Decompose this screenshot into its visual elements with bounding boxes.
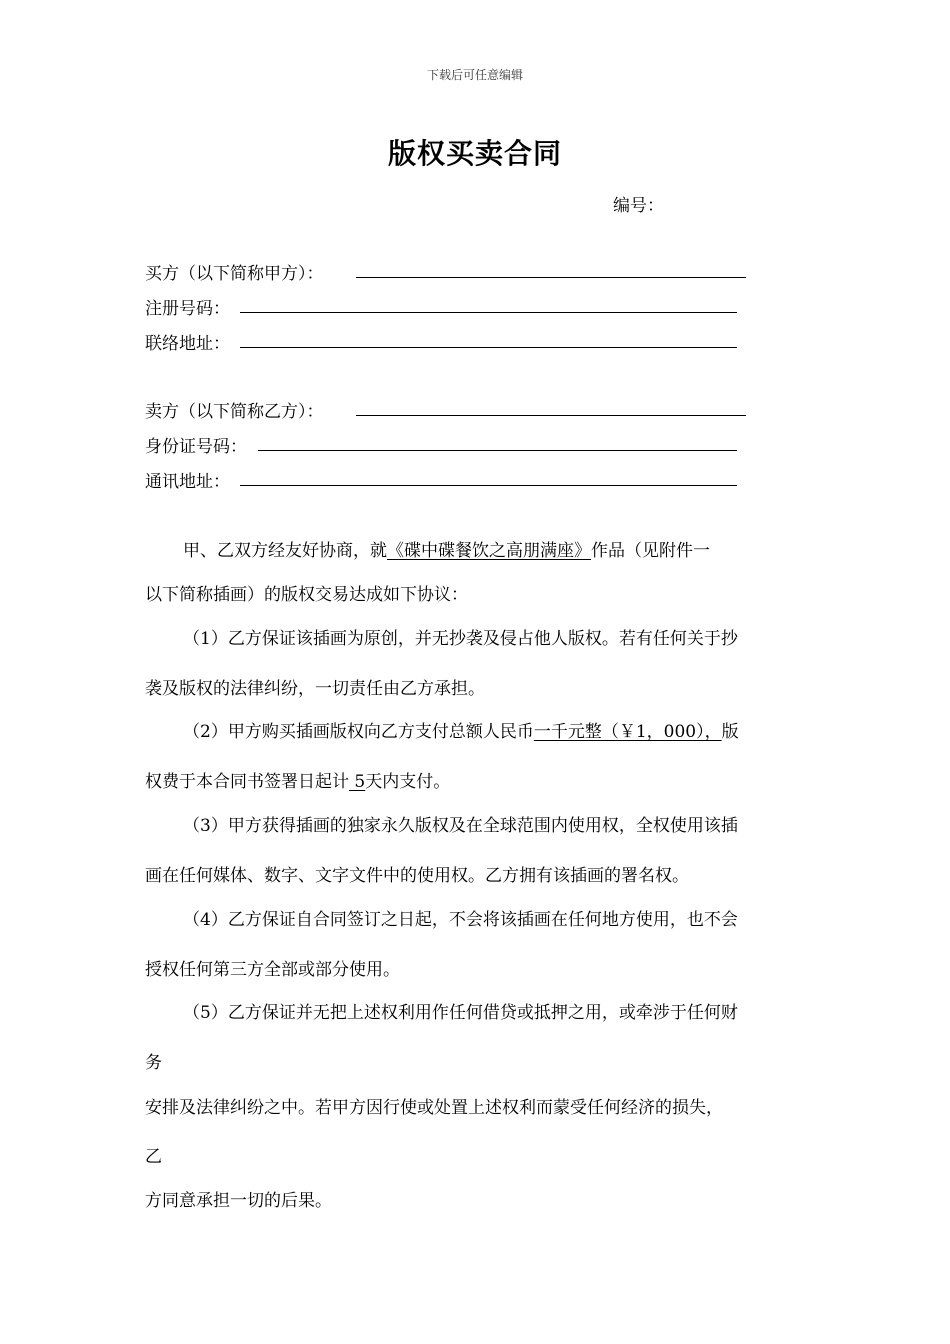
seller-name-field[interactable] (356, 415, 746, 416)
page-title: 版权买卖合同 (387, 137, 562, 170)
clause-3-line-1: （3）甲方获得插画的独家永久版权及在全球范围内使用权，全权使用该插 (183, 816, 738, 836)
seller-name-label: 卖方（以下简称乙方）： (145, 402, 324, 422)
buyer-name-field[interactable] (356, 277, 746, 278)
clause-3-line-2: 画在任何媒体、数字、文字文件中的使用权。乙方拥有该插画的署名权。 (145, 866, 689, 886)
clause-4-line-2: 授权任何第三方全部或部分使用。 (145, 960, 400, 980)
clause-1-line-2: 袭及版权的法律纠纷，一切责任由乙方承担。 (145, 679, 485, 699)
intro-line-1 (183, 536, 710, 561)
buyer-address-field[interactable] (240, 347, 737, 348)
seller-id-field[interactable] (258, 450, 737, 451)
payment-days: 5 (349, 772, 366, 792)
seller-id-label: 身份证号码： (145, 437, 247, 457)
clause-4-line-1: （4）乙方保证自合同签订之日起，不会将该插画在任何地方使用，也不会 (183, 910, 738, 930)
contract-number-label: 编号： (613, 196, 664, 216)
buyer-address-label: 联络地址： (145, 334, 230, 354)
clause-2-line-2 (145, 767, 450, 792)
buyer-registration-label: 注册号码： (145, 299, 230, 319)
seller-address-label: 通讯地址： (145, 472, 230, 492)
clause-5-line-3: 安排及法律纠纷之中。若甲方因行使或处置上述权利而蒙受任何经济的损失， (145, 1098, 723, 1118)
intro-line-2: 以下简称插画）的版权交易达成如下协议： (145, 585, 468, 605)
clause-2-text-3: 天内支付。 (365, 772, 451, 792)
intro-text-continued: 作品（见附件一 (591, 541, 710, 561)
clause-5-line-1: （5）乙方保证并无把上述权利用作任何借贷或抵押之用，或牵涉于任何财 (183, 1003, 738, 1023)
clause-2-line-1 (183, 717, 739, 742)
clause-1-line-1: （1）乙方保证该插画为原创，并无抄袭及侵占他人版权。若有任何关于抄 (183, 629, 738, 649)
clause-5-line-2: 务 (145, 1053, 162, 1073)
clause-2-text: （2）甲方购买插画版权向乙方支付总额人民币 (183, 722, 534, 742)
clause-2-text-2: 权费于本合同书签署日起计 (145, 772, 349, 792)
clause-5-line-4: 乙 (145, 1147, 162, 1167)
payment-amount: 一千元整（￥1，000）， (533, 722, 722, 742)
buyer-name-label: 买方（以下简称甲方）： (145, 264, 324, 284)
clause-5-line-5: 方同意承担一切的后果。 (145, 1191, 332, 1211)
intro-text: 甲、乙双方经友好协商，就 (183, 541, 387, 561)
seller-address-field[interactable] (240, 485, 737, 486)
clause-2-text-continued: 版 (721, 722, 739, 742)
header-note: 下载后可任意编辑 (426, 68, 523, 82)
buyer-registration-field[interactable] (240, 312, 737, 313)
work-title: 《碟中碟餐饮之高朋满座》 (387, 541, 591, 561)
